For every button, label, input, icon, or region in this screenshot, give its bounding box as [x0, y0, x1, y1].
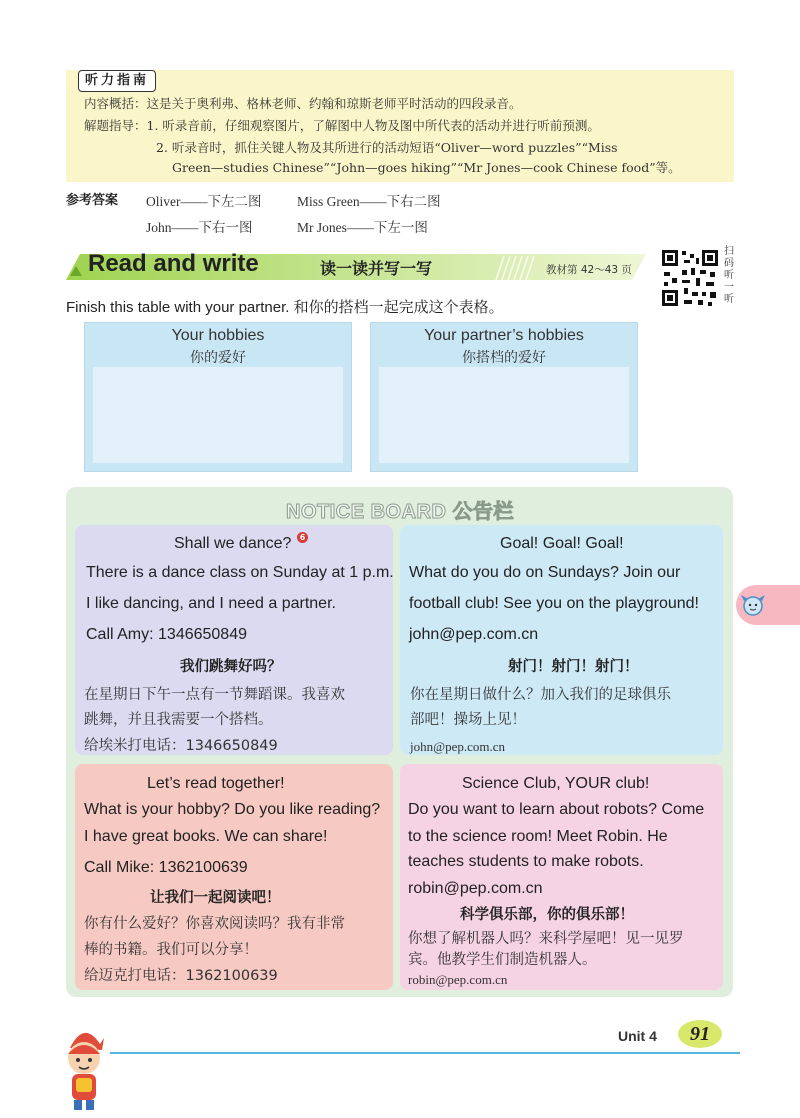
notice-card-email: robin@pep.com.cn [408, 972, 508, 987]
answer-item: Miss Green——下右二图 [297, 194, 441, 209]
guide-tip-2a: 2. 听录音时，抓住关键人物及其所进行的活动短语“Oliver—word puzzles”“Miss [156, 140, 618, 155]
listening-guide-title: 听力指南 [78, 70, 156, 92]
footer-rule [110, 1052, 740, 1054]
partner-hobbies-box [370, 322, 638, 472]
notice-card-chinese-title: 射门！射门！射门！ [508, 659, 639, 675]
notice-card-title: Science Club, YOUR club! [462, 775, 650, 792]
guide-tip-2b: Green—studies Chinese”“John—goes hiking”“Mr Jones—cook Chinese food”等。 [172, 160, 681, 175]
notice-card-line: I like dancing, and I need a partner. [86, 595, 336, 612]
notice-card-line: There is a dance class on Sunday at 1 p.m. [86, 564, 394, 581]
mascot-face-icon [738, 593, 768, 617]
partner-hobbies-writing-area[interactable] [379, 367, 629, 463]
section-title: Read and write [88, 250, 259, 277]
textbook-page-reference: 教材第 42～43 页 [546, 264, 632, 276]
scan-to-listen-label: 扫码听一听 [724, 246, 734, 305]
partner-hobbies-heading-chinese: 你搭档的爱好 [462, 350, 546, 366]
notice-card-title: Shall we dance? [174, 535, 292, 552]
notice-card-chinese-line: 宾。他教学生们制造机器人。 [408, 952, 597, 968]
notice-card-line: john@pep.com.cn [409, 626, 539, 643]
mascot-character-icon [56, 1018, 112, 1114]
notice-card-chinese-line: 部吧！操场上见！ [410, 712, 526, 728]
notice-card-chinese-title: 科学俱乐部，你的俱乐部！ [460, 907, 634, 923]
guide-summary: 内容概括：这是关于奥利弗、格林老师、约翰和琼斯老师平时活动的四段录音。 [84, 96, 522, 111]
answer-item: John——下右一图 [146, 220, 253, 235]
notice-card-line: What do you do on Sundays? Join our [409, 564, 681, 581]
notice-card-title: Goal! Goal! Goal! [500, 535, 624, 552]
notice-card-chinese-title: 让我们一起阅读吧！ [150, 890, 281, 906]
section-title-chinese: 读一读并写一写 [320, 259, 433, 278]
notice-card-chinese-line: 你在星期日做什么？加入我们的足球俱乐 [410, 687, 671, 703]
notice-card-line: football club! See you on the playground! [409, 595, 699, 612]
notice-card-line: Do you want to learn about robots? Come [408, 801, 705, 818]
notice-card-chinese-line: 你想了解机器人吗？来科学屋吧！见一见罗 [408, 931, 684, 947]
answer-item: Oliver——下左二图 [146, 194, 262, 209]
your-hobbies-box [84, 322, 352, 472]
your-hobbies-heading-chinese: 你的爱好 [190, 350, 246, 366]
notice-board-title: NOTICE BOARD 公告栏 [286, 501, 514, 523]
notice-card-line: What is your hobby? Do you like reading? [84, 801, 381, 818]
notice-card-chinese-line: 你有什么爱好？你喜欢阅读吗？我有非常 [84, 916, 345, 932]
guide-tip-1: 解题指导：1. 听录音前，仔细观察图片，了解图中人物及图中所代表的活动并进行听前预测。 [84, 118, 600, 133]
notice-card-line: I have great books. We can share! [84, 828, 328, 845]
answers-label: 参考答案 [66, 193, 119, 208]
your-hobbies-heading: Your hobbies [171, 327, 265, 344]
notice-card-title: Let’s read together! [147, 775, 285, 792]
notice-card-line: Call Amy: 1346650849 [86, 626, 247, 643]
your-hobbies-writing-area[interactable] [93, 367, 343, 463]
notice-card-chinese-title: 我们跳舞好吗？ [180, 659, 282, 675]
notice-card-chinese-line: 跳舞，并且我需要一个搭档。 [84, 712, 273, 728]
question-number-badge: 6 [297, 532, 308, 543]
notice-card-line: to the science room! Meet Robin. He [408, 828, 668, 845]
page-number: 91 [678, 1020, 722, 1048]
notice-card-line: teaches students to make robots. [408, 853, 644, 870]
notice-card-line: Call Mike: 1362100639 [84, 859, 248, 876]
table-instruction: Finish this table with your partner. 和你的搭档一起完成这个表格。 [66, 299, 504, 316]
unit-label: Unit 4 [618, 1028, 657, 1044]
notice-card-chinese-line: 棒的书籍。我们可以分享！ [84, 942, 258, 958]
notice-card-chinese-line: 在星期日下午一点有一节舞蹈课。我喜欢 [84, 687, 345, 703]
notice-card-chinese-line: 给迈克打电话：1362100639 [84, 968, 278, 984]
answer-item: Mr Jones——下左一图 [297, 220, 428, 235]
notice-card-chinese-line: 给埃米打电话：1346650849 [84, 738, 278, 754]
partner-hobbies-heading: Your partner’s hobbies [424, 327, 584, 344]
qr-code-icon[interactable] [660, 248, 720, 308]
chapter-side-tab [736, 585, 800, 625]
notice-card-email: john@pep.com.cn [410, 739, 506, 754]
notice-card-line: robin@pep.com.cn [408, 880, 543, 897]
